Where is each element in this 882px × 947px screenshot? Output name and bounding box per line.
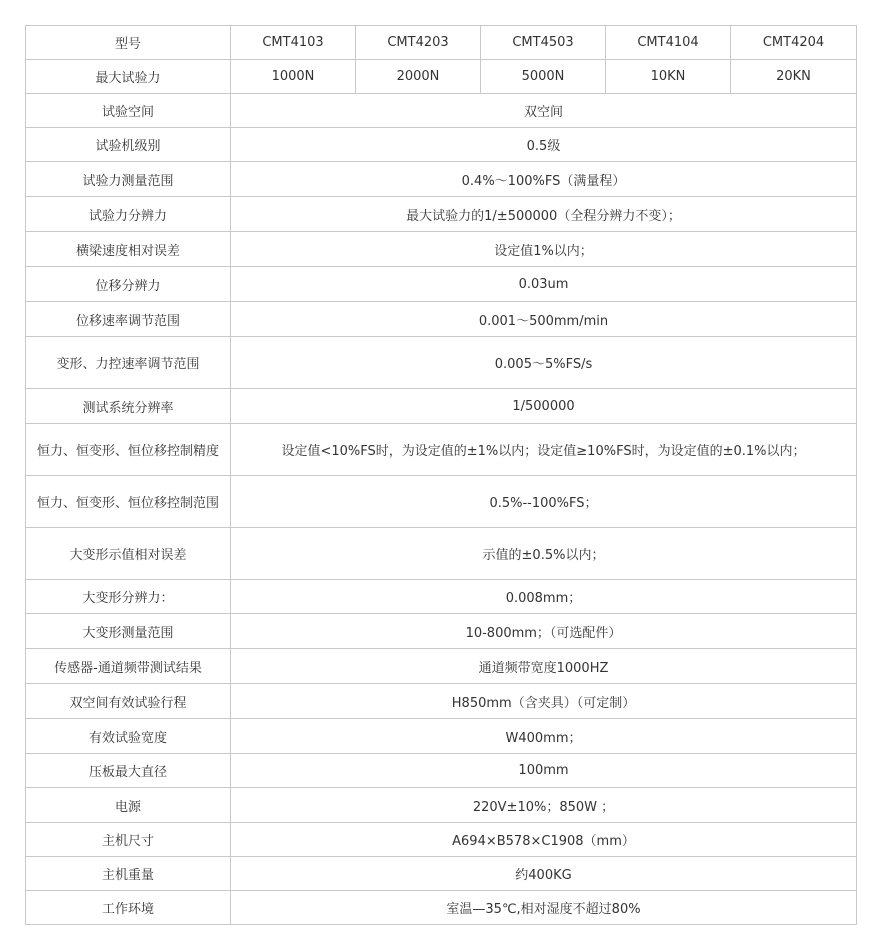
model-cell: CMT4103 xyxy=(231,26,356,60)
table-row xyxy=(26,302,857,337)
table-row xyxy=(26,857,857,891)
row-label: 试验空间 xyxy=(26,94,231,128)
force-cell: 10KN xyxy=(606,60,731,94)
force-cell: 5000N xyxy=(481,60,606,94)
row-value: A694×B578×C1908（mm） xyxy=(231,823,857,857)
row-label: 试验力测量范围 xyxy=(26,162,231,197)
spec-table-body xyxy=(26,26,857,925)
row-value: 0.4%～100%FS（满量程） xyxy=(231,162,857,197)
table-row xyxy=(26,614,857,649)
table-row xyxy=(26,823,857,857)
spec-table xyxy=(25,25,857,925)
row-value: 示值的±0.5%以内； xyxy=(231,528,857,580)
row-label: 试验机级别 xyxy=(26,128,231,162)
table-row xyxy=(26,337,857,389)
row-label: 主机尺寸 xyxy=(26,823,231,857)
row-value: 0.008mm； xyxy=(231,580,857,614)
row-value: 1/500000 xyxy=(231,389,857,424)
row-label: 电源 xyxy=(26,788,231,823)
force-cell: 2000N xyxy=(356,60,481,94)
row-value: H850mm（含夹具）（可定制） xyxy=(231,684,857,719)
row-label: 横梁速度相对误差 xyxy=(26,232,231,267)
table-row xyxy=(26,684,857,719)
row-label: 变形、力控速率调节范围 xyxy=(26,337,231,389)
row-value: 0.5级 xyxy=(231,128,857,162)
row-label: 最大试验力 xyxy=(26,60,231,94)
table-row xyxy=(26,162,857,197)
row-value: 220V±10%；850W ； xyxy=(231,788,857,823)
table-row xyxy=(26,389,857,424)
row-value: 0.001～500mm/min xyxy=(231,302,857,337)
table-row xyxy=(26,754,857,788)
row-label: 大变形示值相对误差 xyxy=(26,528,231,580)
row-value: W400mm； xyxy=(231,719,857,754)
table-row xyxy=(26,197,857,232)
table-row xyxy=(26,580,857,614)
model-cell: CMT4204 xyxy=(731,26,857,60)
row-label: 主机重量 xyxy=(26,857,231,891)
row-label: 工作环境 xyxy=(26,891,231,925)
table-row xyxy=(26,719,857,754)
row-label: 位移速率调节范围 xyxy=(26,302,231,337)
header-label: 型号 xyxy=(26,26,231,60)
row-label: 传感器-通道频带测试结果 xyxy=(26,649,231,684)
row-label: 有效试验宽度 xyxy=(26,719,231,754)
header-row xyxy=(26,26,857,60)
table-row xyxy=(26,528,857,580)
row-label: 测试系统分辨率 xyxy=(26,389,231,424)
model-cell: CMT4203 xyxy=(356,26,481,60)
model-cell: CMT4503 xyxy=(481,26,606,60)
row-value: 双空间 xyxy=(231,94,857,128)
table-row xyxy=(26,891,857,925)
table-row xyxy=(26,94,857,128)
row-value: 0.5%--100%FS； xyxy=(231,476,857,528)
row-value: 100mm xyxy=(231,754,857,788)
row-value: 10-800mm；（可选配件） xyxy=(231,614,857,649)
row-value: 室温—35℃,相对湿度不超过80% xyxy=(231,891,857,925)
max-force-row xyxy=(26,60,857,94)
row-label: 压板最大直径 xyxy=(26,754,231,788)
force-cell: 1000N xyxy=(231,60,356,94)
row-label: 大变形测量范围 xyxy=(26,614,231,649)
row-value: 设定值1%以内； xyxy=(231,232,857,267)
table-row xyxy=(26,232,857,267)
table-row xyxy=(26,128,857,162)
row-value: 约400KG xyxy=(231,857,857,891)
row-value: 0.005～5%FS/s xyxy=(231,337,857,389)
row-value: 通道频带宽度1000HZ xyxy=(231,649,857,684)
table-row xyxy=(26,424,857,476)
table-row xyxy=(26,267,857,302)
row-label: 位移分辨力 xyxy=(26,267,231,302)
table-row xyxy=(26,476,857,528)
row-value: 设定值<10%FS时，为设定值的±1%以内；设定值≥10%FS时，为设定值的±0.1%以内； xyxy=(231,424,857,476)
force-cell: 20KN xyxy=(731,60,857,94)
row-label: 试验力分辨力 xyxy=(26,197,231,232)
row-value: 最大试验力的1/±500000（全程分辨力不变）； xyxy=(231,197,857,232)
row-label: 大变形分辨力： xyxy=(26,580,231,614)
table-row xyxy=(26,649,857,684)
row-label: 双空间有效试验行程 xyxy=(26,684,231,719)
table-row xyxy=(26,788,857,823)
row-value: 0.03um xyxy=(231,267,857,302)
model-cell: CMT4104 xyxy=(606,26,731,60)
row-label: 恒力、恒变形、恒位移控制范围 xyxy=(26,476,231,528)
row-label: 恒力、恒变形、恒位移控制精度 xyxy=(26,424,231,476)
